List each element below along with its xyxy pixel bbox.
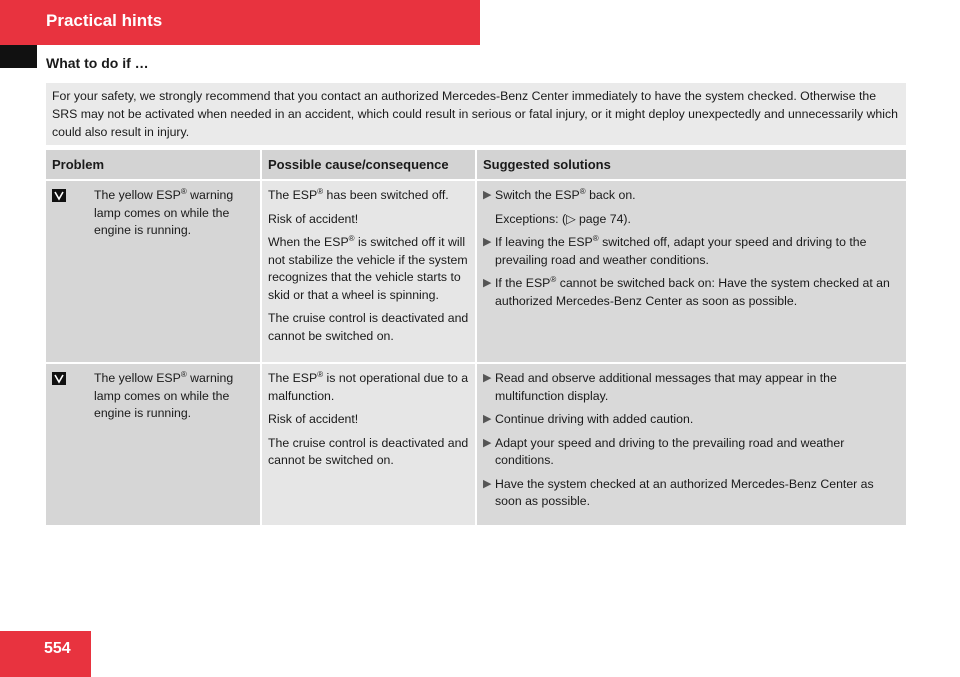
cause-text: The ESP® has been switched off. <box>268 186 449 202</box>
problem-text: The yellow ESP® warning lamp comes on while the engine is running. <box>94 369 234 420</box>
solution-exception: Exceptions: (▷ page 74). <box>495 211 631 226</box>
arrow-bullet-icon: ▶ <box>483 277 492 289</box>
solution-cell <box>476 363 906 526</box>
section-title: What to do if … <box>46 55 149 71</box>
problem-text: The yellow ESP® warning lamp comes on while the engine is running. <box>94 186 234 237</box>
cause-cell <box>261 363 476 526</box>
solution-item: ▶ Continue driving with added caution. <box>483 411 900 429</box>
arrow-bullet-icon: ▶ <box>483 436 492 449</box>
solution-item: ▶ Switch the ESP® back on. <box>483 187 900 205</box>
table-row <box>46 180 906 363</box>
arrow-bullet-icon: ▶ <box>483 236 492 248</box>
header-bar <box>0 0 480 45</box>
arrow-bullet-icon: ▶ <box>483 189 492 201</box>
table-header-row <box>46 150 906 180</box>
arrow-bullet-icon: ▶ <box>483 477 492 490</box>
esp-warning-icon <box>52 187 70 240</box>
column-header-problem: Problem <box>46 150 261 180</box>
solution-cell <box>476 180 906 363</box>
solution-item: ▶ If leaving the ESP® switched off, adapt your speed and driving to the prevailing road and weather conditions. <box>483 234 900 269</box>
arrow-bullet-icon: ▶ <box>483 372 492 384</box>
section-marker <box>0 45 37 68</box>
column-header-cause: Possible cause/consequence <box>261 150 476 180</box>
cause-text: The cruise control is deactivated and cannot be switched on. <box>268 311 469 343</box>
cause-text: The cruise control is deactivated and cannot be switched on. <box>268 435 469 467</box>
table-row <box>46 363 906 526</box>
problem-cell <box>46 180 261 363</box>
solution-item: ▶ Have the system checked at an authorized Mercedes-Benz Center as soon as possible. <box>483 476 900 511</box>
cause-text: Risk of accident! <box>268 211 359 226</box>
safety-note: For your safety, we strongly recommend that you contact an authorized Mercedes-Benz Center immediately to have the system checked. Otherwise the SRS may not be activated when needed in an accident, which could result in serious or fatal injury, or it might deploy unexpectedly and unnecessarily which could also result in injury. <box>46 83 906 145</box>
solution-item: ▶ Read and observe additional messages that may appear in the multifunction display. <box>483 370 900 405</box>
esp-warning-icon <box>52 370 70 423</box>
cause-text: Risk of accident! <box>268 412 359 426</box>
solution-item: ▶ If the ESP® cannot be switched back on: Have the system checked at an authorized Mercedes-Benz Center as soon as possible. <box>483 275 900 310</box>
problem-cell <box>46 363 261 526</box>
arrow-bullet-icon: ▶ <box>483 413 492 425</box>
solution-item: ▶ Adapt your speed and driving to the prevailing road and weather conditions. <box>483 435 900 470</box>
column-header-solution: Suggested solutions <box>476 150 906 180</box>
chapter-title: Practical hints <box>46 11 163 30</box>
cause-text: The ESP® is not operational due to a malfunction. <box>268 369 469 403</box>
troubleshooting-table <box>46 150 906 527</box>
page-number-text: 554 <box>44 640 71 657</box>
page-number <box>0 631 91 677</box>
cause-text: When the ESP® is switched off it will not stabilize the vehicle if the system recognizes that the vehicle starts to skid or that a wheel is spinning. <box>268 233 468 302</box>
cause-cell <box>261 180 476 363</box>
